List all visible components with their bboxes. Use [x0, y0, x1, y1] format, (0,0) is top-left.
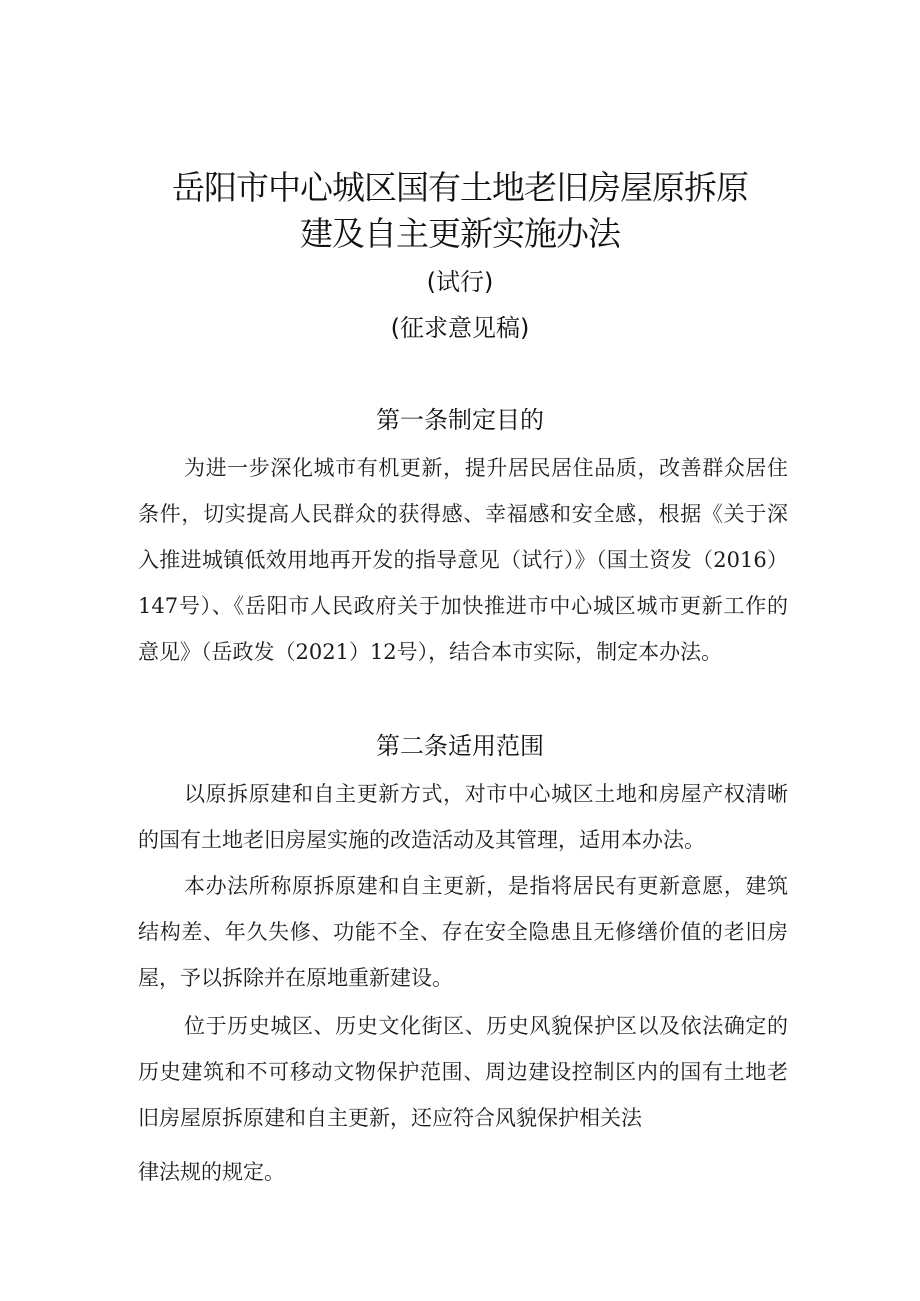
section-2-paragraph-line: 以原拆原建和自主更新方式，对市中心城区土地和房屋产权清晰 — [184, 782, 788, 806]
subtitle-draft: (征求意见稿) — [390, 314, 530, 342]
section-1-paragraph-line: 147号）、《岳阳市人民政府关于加快推进市中心城区城市更新工作的 — [138, 594, 788, 618]
section-2-paragraph-line: 本办法所称原拆原建和自主更新，是指将居民有更新意愿，建筑 — [184, 874, 788, 898]
section-2-paragraph-line: 旧房屋原拆原建和自主更新，还应符合风貌保护相关法 — [138, 1106, 642, 1130]
section-2-paragraph-line: 的国有土地老旧房屋实施的改造活动及其管理，适用本办法。 — [138, 828, 705, 852]
section-2-paragraph-line: 位于历史城区、历史文化街区、历史风貌保护区以及依法确定的 — [184, 1014, 788, 1038]
subtitle-trial: (试行) — [426, 268, 494, 296]
section-2-paragraph-line: 屋，予以拆除并在原地重新建设。 — [138, 966, 453, 990]
section-2-heading: 第二条适用范围 — [376, 732, 544, 760]
section-1-paragraph-line: 入推进城镇低效用地再开发的指导意见（试行）》（国土资发（2016） — [138, 548, 788, 572]
document-title-line-1: 岳阳市中心城区国有土地老旧房屋原拆原 — [172, 168, 748, 207]
section-1-paragraph-line: 意见》（岳政发（2021）12号），结合本市实际，制定本办法。 — [138, 640, 723, 664]
section-1-paragraph-line: 为进一步深化城市有机更新，提升居民居住品质，改善群众居住 — [184, 456, 788, 480]
section-1-paragraph-line: 条件，切实提高人民群众的获得感、幸福感和安全感，根据《关于深 — [138, 502, 788, 526]
section-2-paragraph-line: 结构差、年久失修、功能不全、存在安全隐患且无修缮价值的老旧房 — [138, 920, 788, 944]
section-1-heading: 第一条制定目的 — [376, 406, 544, 434]
section-2-paragraph-line: 历史建筑和不可移动文物保护范围、周边建设控制区内的国有土地老 — [138, 1060, 788, 1084]
section-2-paragraph-line: 律法规的规定。 — [138, 1160, 285, 1184]
document-title-line-2: 建及自主更新实施办法 — [300, 214, 620, 253]
